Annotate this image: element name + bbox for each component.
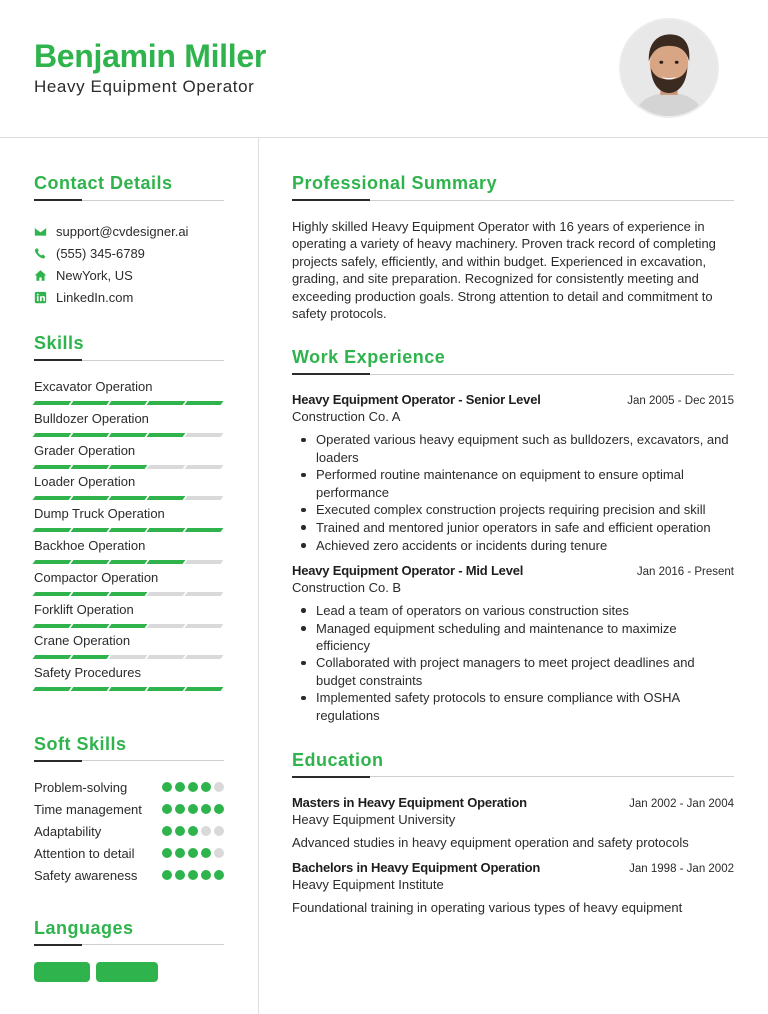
column-divider xyxy=(258,138,259,1014)
rating-dot xyxy=(175,804,185,814)
education-description: Advanced studies in heavy equipment operation and safety protocols xyxy=(292,834,689,850)
skill-level-segment xyxy=(147,592,186,596)
education-description: Foundational training in operating various types of heavy equipment xyxy=(292,899,683,915)
education-date: Jan 2002 - Jan 2004 xyxy=(629,797,734,810)
contact-title-rule xyxy=(34,199,224,201)
skill-level-segment xyxy=(147,433,186,437)
experience-section xyxy=(292,346,734,723)
soft-skill-item xyxy=(34,867,224,884)
contact-email-text: support@cvdesigner.ai xyxy=(56,223,189,239)
rating-dot xyxy=(214,870,224,880)
skill-item xyxy=(34,506,224,538)
contact-phone-text: (555) 345-6789 xyxy=(56,245,145,261)
soft-skill-name: Safety awareness xyxy=(34,867,138,883)
education-header xyxy=(292,795,734,810)
job-bullets xyxy=(292,431,734,553)
skill-level-segment xyxy=(33,465,72,469)
soft-skill-rating xyxy=(162,804,224,814)
skill-name: Backhoe Operation xyxy=(34,537,146,553)
skill-level-segment xyxy=(33,560,72,564)
soft-skill-name: Problem-solving xyxy=(34,779,128,795)
skill-level-segment xyxy=(147,401,186,405)
job-bullet: Implemented safety protocols to ensure compliance with OSHA regulations xyxy=(292,689,734,723)
job-entry xyxy=(292,563,734,724)
rating-dot xyxy=(162,870,172,880)
skill-level-bar xyxy=(34,592,224,596)
contact-list xyxy=(34,220,224,308)
job-date: Jan 2005 - Dec 2015 xyxy=(627,395,734,408)
skill-level-segment xyxy=(33,687,72,691)
soft-skills-title-rule xyxy=(34,760,224,762)
skill-level-segment xyxy=(109,433,148,437)
profile-photo xyxy=(619,18,719,118)
skill-level-bar xyxy=(34,655,224,659)
rating-dot xyxy=(188,804,198,814)
job-bullet: Managed equipment scheduling and maintenance to maximize efficiency xyxy=(292,620,734,654)
job-title: Heavy Equipment Operator - Mid Level xyxy=(292,562,524,578)
job-company: Construction Co. A xyxy=(292,409,401,425)
linkedin-icon xyxy=(34,291,47,304)
skill-level-segment xyxy=(109,496,148,500)
contact-phone[interactable] xyxy=(34,242,224,264)
skill-level-segment xyxy=(33,401,72,405)
education-degree: Masters in Heavy Equipment Operation xyxy=(292,794,527,810)
rating-dot xyxy=(214,848,224,858)
skill-level-segment xyxy=(109,528,148,532)
skill-level-segment xyxy=(147,465,186,469)
rating-dot xyxy=(175,848,185,858)
education-entry xyxy=(292,860,734,915)
skill-name: Forklift Operation xyxy=(34,601,134,617)
contact-linkedin[interactable] xyxy=(34,286,224,308)
soft-skills-title: Soft Skills xyxy=(34,733,127,754)
contact-location xyxy=(34,264,224,286)
skills-title-rule xyxy=(34,359,224,361)
job-bullet: Executed complex construction projects requiring precision and skill xyxy=(292,501,734,518)
contact-section xyxy=(34,172,224,308)
skill-level-bar xyxy=(34,465,224,469)
experience-title: Work Experience xyxy=(292,347,446,368)
soft-skill-rating xyxy=(162,782,224,792)
rating-dot xyxy=(188,826,198,836)
skill-level-bar xyxy=(34,560,224,564)
skill-level-segment xyxy=(147,655,186,659)
language-pill xyxy=(96,962,158,982)
skill-level-segment xyxy=(71,433,110,437)
skill-level-segment xyxy=(147,528,186,532)
envelope-icon xyxy=(34,225,47,238)
skill-level-segment xyxy=(185,401,224,405)
job-bullet: Lead a team of operators on various construction sites xyxy=(292,602,734,619)
soft-skill-item xyxy=(34,823,224,840)
soft-skill-rating xyxy=(162,848,224,858)
skill-name: Loader Operation xyxy=(34,474,136,490)
candidate-name: Benjamin Miller xyxy=(34,38,267,74)
education-degree: Bachelors in Heavy Equipment Operation xyxy=(292,859,541,875)
skill-level-segment xyxy=(185,655,224,659)
rating-dot xyxy=(201,782,211,792)
soft-skills-section xyxy=(34,733,224,884)
skill-item xyxy=(34,443,224,475)
skill-level-segment xyxy=(71,560,110,564)
rating-dot xyxy=(175,826,185,836)
skill-level-segment xyxy=(147,687,186,691)
rating-dot xyxy=(162,826,172,836)
job-bullets xyxy=(292,602,734,724)
skill-level-segment xyxy=(109,687,148,691)
skill-name: Grader Operation xyxy=(34,442,136,458)
left-column xyxy=(34,138,224,982)
skill-level-bar xyxy=(34,687,224,691)
skills-title: Skills xyxy=(34,333,85,353)
right-column xyxy=(292,138,734,915)
job-bullet: Operated various heavy equipment such as bulldozers, excavators, and loaders xyxy=(292,431,734,465)
languages-list xyxy=(34,962,224,982)
job-bullet: Performed routine maintenance on equipment to ensure optimal performance xyxy=(292,466,734,500)
education-school: Heavy Equipment Institute xyxy=(292,876,444,892)
job-header xyxy=(292,392,734,407)
job-company: Construction Co. B xyxy=(292,579,402,595)
rating-dot xyxy=(175,782,185,792)
skill-level-segment xyxy=(33,655,72,659)
job-bullet: Achieved zero accidents or incidents during tenure xyxy=(292,537,734,554)
rating-dot xyxy=(201,848,211,858)
rating-dot xyxy=(214,826,224,836)
skill-name: Safety Procedures xyxy=(34,665,141,681)
skill-name: Crane Operation xyxy=(34,633,131,649)
contact-title: Contact Details xyxy=(34,173,173,193)
rating-dot xyxy=(188,782,198,792)
skill-level-segment xyxy=(109,560,148,564)
rating-dot xyxy=(188,848,198,858)
language-pill xyxy=(34,962,90,982)
soft-skill-name: Time management xyxy=(34,801,142,817)
skill-level-segment xyxy=(185,496,224,500)
skill-level-segment xyxy=(109,465,148,469)
skill-level-segment xyxy=(71,496,110,500)
rating-dot xyxy=(162,848,172,858)
experience-title-rule xyxy=(292,373,734,375)
contact-email[interactable] xyxy=(34,220,224,242)
skill-level-segment xyxy=(71,528,110,532)
job-header xyxy=(292,563,734,578)
education-date: Jan 1998 - Jan 2002 xyxy=(629,862,734,875)
contact-linkedin-text: LinkedIn.com xyxy=(56,289,134,305)
skill-item xyxy=(34,538,224,570)
soft-skill-item xyxy=(34,845,224,862)
skill-level-segment xyxy=(185,624,224,628)
job-bullet: Trained and mentored junior operators in safe and efficient operation xyxy=(292,519,734,536)
soft-skills-list xyxy=(34,779,224,884)
education-header xyxy=(292,860,734,875)
skill-name: Bulldozer Operation xyxy=(34,410,149,426)
soft-skill-rating xyxy=(162,870,224,880)
skill-level-segment xyxy=(185,465,224,469)
skill-level-segment xyxy=(33,496,72,500)
education-entry xyxy=(292,795,734,850)
resume-header xyxy=(0,0,768,138)
soft-skill-item xyxy=(34,779,224,796)
skill-level-segment xyxy=(71,655,110,659)
job-entry xyxy=(292,392,734,553)
skill-item xyxy=(34,602,224,634)
skill-level-bar xyxy=(34,528,224,532)
summary-title-rule xyxy=(292,199,734,201)
skill-level-bar xyxy=(34,496,224,500)
skill-item xyxy=(34,633,224,665)
summary-text: Highly skilled Heavy Equipment Operator with 16 years of experience in operating a variety of heavy machinery. Proven track record of completing projects safely, efficiently, and within budget. Experienced in excavation, grading, and site preparation. Recognized for consistently meeting and exceeding production goals. Strong attention to detail and commitment to safety protocols. xyxy=(292,219,716,322)
skill-level-segment xyxy=(147,624,186,628)
rating-dot xyxy=(162,804,172,814)
home-icon xyxy=(34,269,47,282)
skill-level-segment xyxy=(71,687,110,691)
skill-name: Excavator Operation xyxy=(34,379,153,394)
skill-level-segment xyxy=(71,592,110,596)
skill-level-segment xyxy=(109,624,148,628)
skill-level-segment xyxy=(33,624,72,628)
skill-level-segment xyxy=(109,592,148,596)
rating-dot xyxy=(214,782,224,792)
skill-name: Compactor Operation xyxy=(34,569,159,585)
rating-dot xyxy=(201,870,211,880)
skill-item xyxy=(34,570,224,602)
summary-title: Professional Summary xyxy=(292,173,498,193)
skill-level-segment xyxy=(33,528,72,532)
job-date: Jan 2016 - Present xyxy=(636,565,734,578)
rating-dot xyxy=(162,782,172,792)
skill-item xyxy=(34,474,224,506)
skill-item xyxy=(34,379,224,411)
rating-dot xyxy=(175,870,185,880)
job-bullet: Collaborated with project managers to meet project deadlines and budget constraints xyxy=(292,654,734,688)
skill-level-segment xyxy=(109,401,148,405)
skill-level-segment xyxy=(71,465,110,469)
soft-skill-rating xyxy=(162,826,224,836)
soft-skill-name: Adaptability xyxy=(34,823,102,839)
skills-list xyxy=(34,379,224,697)
skill-level-segment xyxy=(185,560,224,564)
skill-item xyxy=(34,665,224,697)
phone-icon xyxy=(34,247,47,260)
skill-level-segment xyxy=(147,496,186,500)
skill-level-bar xyxy=(34,433,224,437)
skill-level-segment xyxy=(33,433,72,437)
languages-section xyxy=(34,917,224,982)
rating-dot xyxy=(201,826,211,836)
skill-level-segment xyxy=(185,433,224,437)
skills-section xyxy=(34,332,224,697)
skill-level-segment xyxy=(185,592,224,596)
rating-dot xyxy=(188,870,198,880)
skill-item xyxy=(34,411,224,443)
skill-name: Dump Truck Operation xyxy=(34,506,165,522)
skill-level-segment xyxy=(185,687,224,691)
education-title: Education xyxy=(292,749,384,770)
profile-photo-illustration xyxy=(621,20,717,116)
education-school: Heavy Equipment University xyxy=(292,811,456,827)
summary-section xyxy=(292,172,734,322)
skill-level-segment xyxy=(71,624,110,628)
skill-level-bar xyxy=(34,401,224,405)
skill-level-segment xyxy=(147,560,186,564)
skill-level-segment xyxy=(71,401,110,405)
rating-dot xyxy=(214,804,224,814)
contact-location-text: NewYork, US xyxy=(56,267,133,283)
languages-title: Languages xyxy=(34,917,134,938)
education-title-rule xyxy=(292,776,734,778)
skill-level-segment xyxy=(185,528,224,532)
soft-skill-name: Attention to detail xyxy=(34,845,135,861)
skill-level-segment xyxy=(33,592,72,596)
skill-level-segment xyxy=(109,655,148,659)
languages-title-rule xyxy=(34,944,224,946)
skill-level-bar xyxy=(34,624,224,628)
candidate-role: Heavy Equipment Operator xyxy=(34,77,255,96)
soft-skill-item xyxy=(34,801,224,818)
education-section xyxy=(292,749,734,915)
rating-dot xyxy=(201,804,211,814)
job-title: Heavy Equipment Operator - Senior Level xyxy=(292,392,541,408)
